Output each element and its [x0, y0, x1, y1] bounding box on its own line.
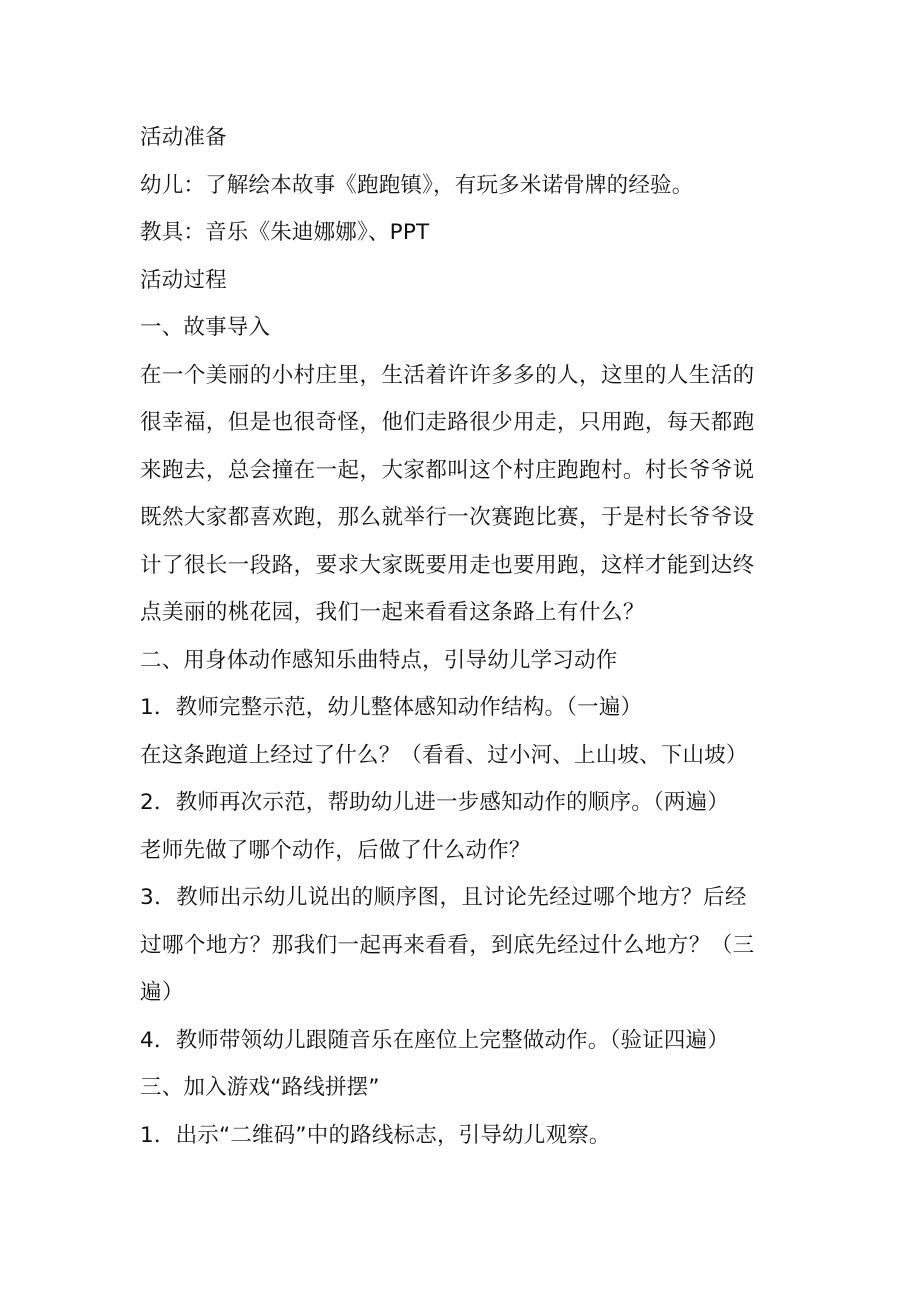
step3-line: 过哪个地方？那我们一起再来看看，到底先经过什么地方？（三 — [140, 932, 755, 958]
story-line: 很幸福，但是也很奇怪，他们走路很少用走，只用跑，每天都跑 — [140, 410, 755, 435]
preparation-heading: 活动准备 — [140, 125, 227, 150]
teacher-preparation: 教具：音乐《朱迪娜娜》、PPT — [140, 220, 430, 245]
step1: 1．教师完整示范，幼儿整体感知动作结构。（一遍） — [140, 695, 643, 720]
story-line: 点美丽的桃花园，我们一起来看看这条路上有什么？ — [140, 600, 645, 625]
story-line: 在一个美丽的小村庄里，生活着许许多多的人，这里的人生活的 — [140, 362, 755, 388]
process-heading: 活动过程 — [140, 267, 227, 293]
step3-line: 3．教师出示幼儿说出的顺序图，且讨论先经过哪个地方？后经 — [140, 885, 747, 910]
step3-paragraph — [140, 874, 790, 1017]
story-paragraph — [140, 352, 790, 637]
section2-heading: 二、用身体动作感知乐曲特点，引导幼儿学习动作 — [140, 647, 618, 673]
step1-question: 在这条跑道上经过了什么？（看看、过小河、上山坡、下山坡） — [140, 742, 748, 768]
story-line: 计了很长一段路，要求大家既要用走也要用跑，这样才能到达终 — [140, 552, 755, 578]
section3-heading: 三、加入游戏“路线拼摆” — [140, 1075, 380, 1100]
story-line: 既然大家都喜欢跑，那么就举行一次赛跑比赛，于是村长爷爷设 — [140, 505, 755, 530]
children-preparation: 幼儿：了解绘本故事《跑跑镇》，有玩多米诺骨牌的经验。 — [140, 172, 694, 198]
step4: 4．教师带领幼儿跟随音乐在座位上完整做动作。（验证四遍） — [140, 1027, 730, 1053]
step2-question: 老师先做了哪个动作，后做了什么动作？ — [140, 837, 531, 863]
story-line: 来跑去，总会撞在一起，大家都叫这个村庄跑跑村。村长爷爷说 — [140, 457, 755, 483]
step2: 2．教师再次示范，帮助幼儿进一步感知动作的顺序。（两遍） — [140, 790, 730, 815]
game-step1: 1．出示“二维码”中的路线标志，引导幼儿观察。 — [140, 1122, 611, 1148]
step3-line: 遍） — [140, 980, 184, 1005]
section1-heading: 一、故事导入 — [140, 315, 271, 340]
document-body — [140, 114, 790, 1159]
